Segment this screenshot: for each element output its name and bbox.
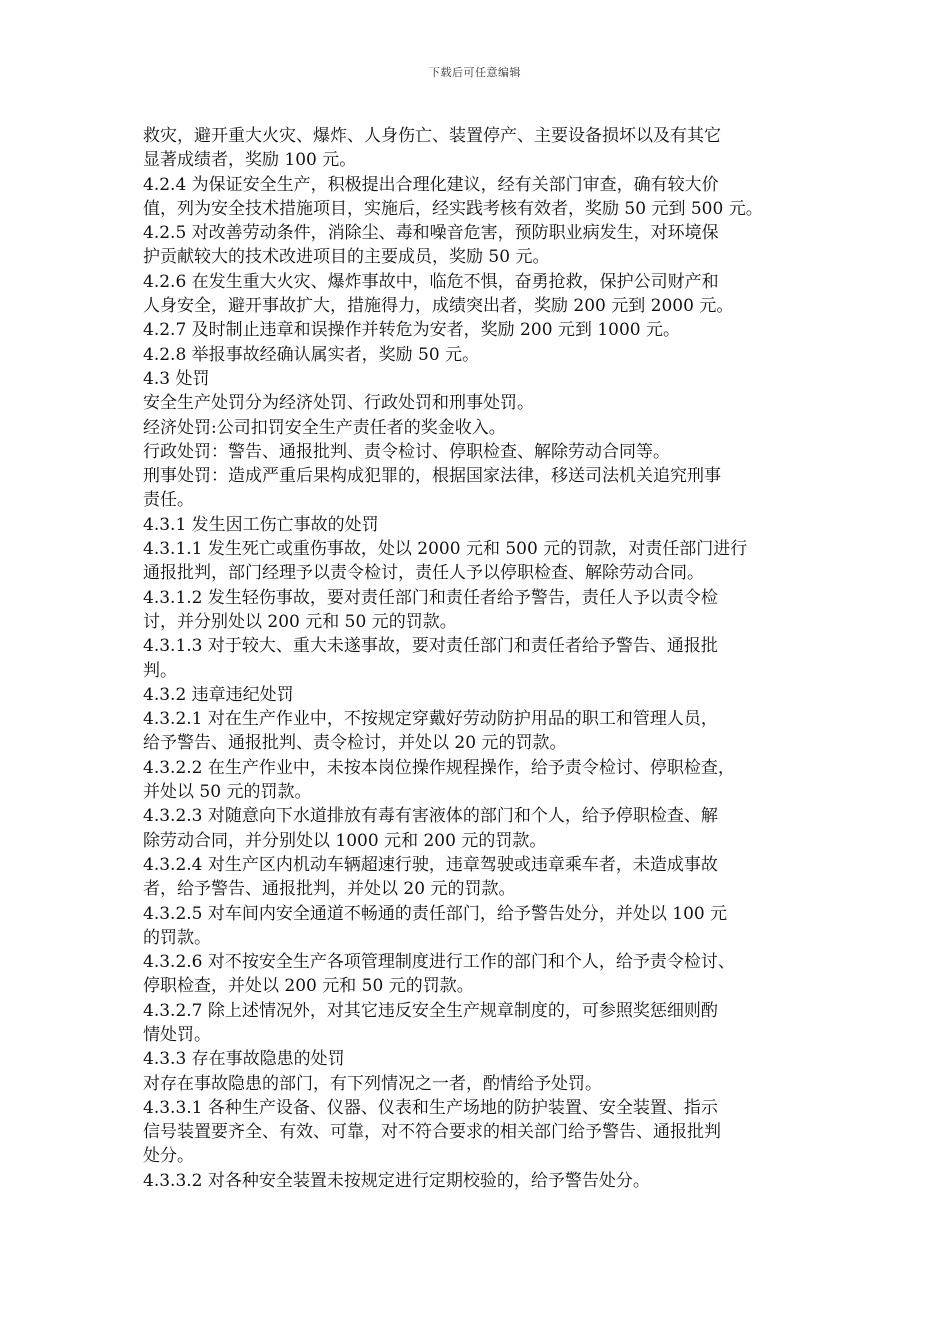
text-line: 值，列为安全技术措施项目，实施后，经实践考核有效者，奖励 50 元到 500 元。	[143, 198, 763, 219]
text-line: 判。	[143, 660, 177, 681]
text-line: 4.3.2.7 除上述情况外，对其它违反安全生产规章制度的，可参照奖惩细则酌	[143, 1000, 718, 1021]
text-line: 者，给予警告、通报批判，并处以 20 元的罚款。	[143, 879, 516, 900]
text-line: 4.3.2.2 在生产作业中，未按本岗位操作规程操作，给予责令检讨、停职检查，	[143, 757, 735, 778]
text-line: 4.2.5 对改善劳动条件，消除尘、毒和噪音危害，预防职业病发生，对环境保	[143, 223, 719, 244]
text-line: 4.3.2 违章违纪处罚	[143, 684, 294, 705]
text-line: 刑事处罚：造成严重后果构成犯罪的，根据国家法律，移送司法机关追究刑事	[143, 466, 721, 487]
text-line: 显著成绩者，奖励 100 元。	[143, 150, 357, 171]
text-line: 4.3.3.1 各种生产设备、仪器、仪表和生产场地的防护装置、安全装置、指示	[143, 1097, 718, 1118]
text-line: 通报批判，部门经理予以责令检讨，责任人予以停职检查、解除劳动合同。	[143, 563, 704, 584]
text-line: 行政处罚：警告、通报批判、责令检讨、停职检查、解除劳动合同等。	[143, 441, 670, 462]
text-line: 4.3.1.2 发生轻伤事故，要对责任部门和责任者给予警告，责任人予以责令检	[143, 587, 718, 608]
text-line: 4.3.2.5 对车间内安全通道不畅通的责任部门，给予警告处分，并处以 100 元	[143, 903, 728, 924]
text-line: 情处罚。	[143, 1024, 211, 1045]
text-line: 4.2.6 在发生重大火灾、爆炸事故中，临危不惧，奋勇抢救，保护公司财产和	[143, 271, 719, 292]
text-line: 的罚款。	[143, 927, 211, 948]
text-line: 4.3.3.2 对各种安全装置未按规定进行定期校验的，给予警告处分。	[143, 1170, 650, 1191]
text-line: 4.3.1 发生因工伤亡事故的处罚	[143, 514, 379, 535]
text-line: 4.2.4 为保证安全生产，积极提出合理化建议，经有关部门审查，确有较大价	[143, 174, 719, 195]
text-line: 4.3 处罚	[143, 368, 210, 389]
text-line: 并处以 50 元的罚款。	[143, 782, 312, 803]
text-line: 4.2.7 及时制止违章和误操作并转危为安者，奖励 200 元到 1000 元。	[143, 320, 680, 341]
text-line: 4.3.2.1 对在生产作业中，不按规定穿戴好劳动防护用品的职工和管理人员，	[143, 709, 718, 730]
text-line: 给予警告、通报批判、责令检讨，并处以 20 元的罚款。	[143, 733, 567, 754]
text-line: 4.3.1.1 发生死亡或重伤事故，处以 2000 元和 500 元的罚款，对责任部门进行	[143, 539, 748, 560]
text-line: 责任。	[143, 490, 194, 511]
text-line: 人身安全，避开事故扩大，措施得力，成绩突出者，奖励 200 元到 2000 元。	[143, 296, 734, 317]
text-line: 4.2.8 举报事故经确认属实者，奖励 50 元。	[143, 344, 480, 365]
text-line: 4.3.1.3 对于较大、重大未遂事故，要对责任部门和责任者给予警告、通报批	[143, 636, 718, 657]
text-line: 4.3.3 存在事故隐患的处罚	[143, 1049, 345, 1070]
page-header: 下载后可任意编辑	[429, 66, 521, 79]
text-line: 4.3.2.3 对随意向下水道排放有毒有害液体的部门和个人，给予停职检查、解	[143, 806, 718, 827]
text-line: 护贡献较大的技术改进项目的主要成员，奖励 50 元。	[143, 247, 550, 268]
text-line: 救灾，避开重大火灾、爆炸、人身伤亡、装置停产、主要设备损坏以及有其它	[143, 126, 721, 146]
text-line: 信号装置要齐全、有效、可靠，对不符合要求的相关部门给予警告、通报批判	[143, 1122, 721, 1143]
text-line: 讨，并分别处以 200 元和 50 元的罚款。	[143, 611, 457, 632]
text-line: 经济处罚:公司扣罚安全生产责任者的奖金收入。	[143, 417, 506, 438]
document-body	[143, 124, 813, 1193]
text-line: 停职检查，并处以 200 元和 50 元的罚款。	[143, 976, 474, 997]
text-line: 处分。	[143, 1146, 194, 1167]
text-line: 4.3.2.6 对不按安全生产各项管理制度进行工作的部门和个人，给予责令检讨、	[143, 952, 735, 973]
text-line: 除劳动合同，并分别处以 1000 元和 200 元的罚款。	[143, 830, 547, 851]
text-line: 4.3.2.4 对生产区内机动车辆超速行驶，违章驾驶或违章乘车者，未造成事故	[143, 854, 718, 875]
text-line: 安全生产处罚分为经济处罚、行政处罚和刑事处罚。	[143, 393, 534, 414]
text-line: 对存在事故隐患的部门，有下列情况之一者，酌情给予处罚。	[143, 1073, 602, 1094]
